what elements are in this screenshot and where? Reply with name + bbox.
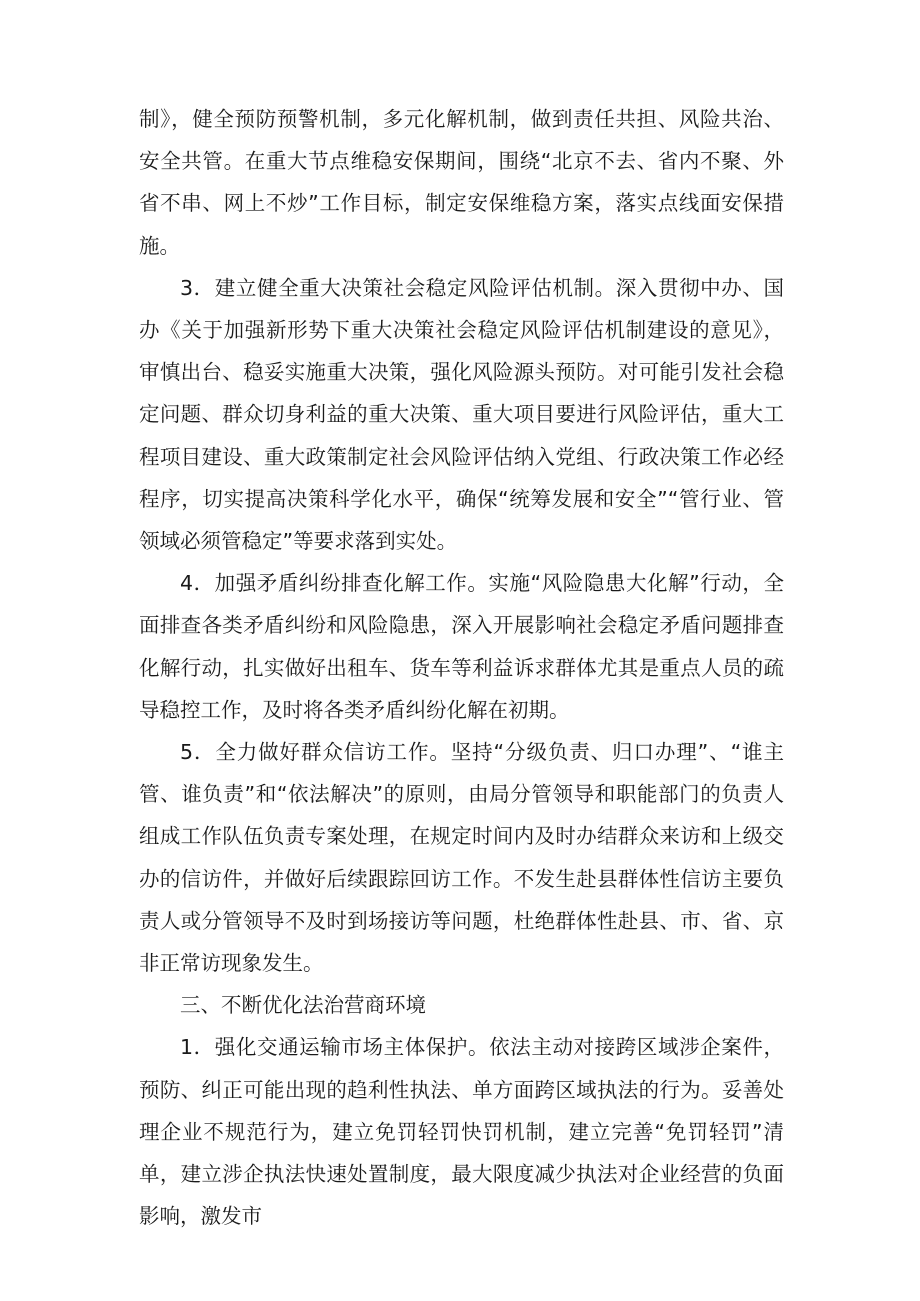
section-heading: 三、不断优化法治营商环境 (180, 993, 426, 1018)
paragraph-item-4: 4．加强矛盾纠纷排查化解工作。实施“风险隐患大化解”行动，全面排查各类矛盾纠纷和风险隐患，深入开展影响社会稳定矛盾问题排查化解行动，扎实做好出租车、货车等利益诉求群体尤其是重点人员的疏导稳控工作，及时将各类矛盾纠纷化解在初期。 (139, 571, 784, 722)
document-body (139, 98, 784, 1237)
paragraph-item-5: 5．全力做好群众信访工作。坚持“分级负责、归口办理”、“谁主管、谁负责”和“依法解决”的原则，由局分管领导和职能部门的负责人组成工作队伍负责专案处理，在规定时间内及时办结群众来访和上级交办的信访件，并做好后续跟踪回访工作。不发生赴县群体性信访主要负责人或分管领导不及时到场接访等问题，杜绝群体性赴县、市、省、京非正常访现象发生。 (139, 740, 784, 976)
paragraph-section-item-1: 1．强化交通运输市场主体保护。依法主动对接跨区域涉企案件，预防、纠正可能出现的趋利性执法、单方面跨区域执法的行为。妥善处理企业不规范行为，建立免罚轻罚快罚机制，建立完善“免罚轻罚”清单，建立涉企执法快速处置制度，最大限度减少执法对企业经营的负面影响，激发市 (139, 1035, 784, 1229)
paragraph-continuation: 制》，健全预防预警机制，多元化解机制，做到责任共担、风险共治、安全共管。在重大节点维稳安保期间，围绕“北京不去、省内不聚、外省不串、网上不炒”工作目标，制定安保维稳方案，落实点线面安保措施。 (139, 107, 784, 258)
paragraph-item-3: 3．建立健全重大决策社会稳定风险评估机制。深入贯彻中办、国办《关于加强新形势下重大决策社会稳定风险评估机制建设的意见》，审慎出台、稳妥实施重大决策，强化风险源头预防。对可能引发社会稳定问题、群众切身利益的重大决策、重大项目要进行风险评估，重大工程项目建设、重大政策制定社会风险评估纳入党组、行政决策工作必经程序，切实提高决策科学化水平，确保“统筹发展和安全”“管行业、管领域必须管稳定”等要求落到实处。 (139, 275, 784, 554)
